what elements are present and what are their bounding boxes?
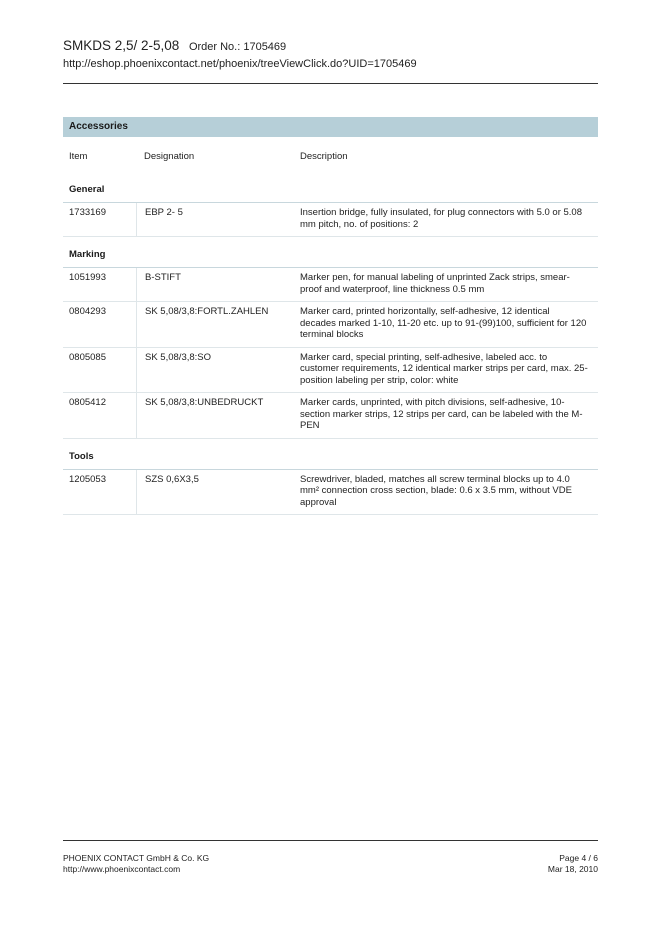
table-row [63,268,598,302]
description: Insertion bridge, fully insulated, for plug connectors with 5.0 or 5.08 mm pitch, no. of positions: 2 [300,207,582,230]
accessories-heading: Accessories [63,117,598,137]
table-row [63,348,598,394]
description: Marker card, printed horizontally, self-adhesive, 12 identical decades marked 1-10, 11-20 etc. up to 91-(99)100, sufficient for 120 terminal blocks [300,306,587,340]
item-number: 1205053 [69,473,106,485]
product-url[interactable]: http://eshop.phoenixcontact.net/phoenix/treeViewClick.do?UID=1705469 [63,58,417,70]
company-name: PHOENIX CONTACT GmbH & Co. KG [63,853,210,863]
table-row [63,203,598,237]
page-header [63,38,598,71]
designation: SK 5,08/3,8:FORTL.ZAHLEN [136,302,294,347]
footer-right [548,853,598,875]
column-header-description: Description [300,150,348,162]
column-headers [63,140,598,172]
item-number: 1051993 [69,272,106,283]
section-general: General [63,178,598,203]
designation: SK 5,08/3,8:SO [136,348,294,393]
table-row [63,302,598,348]
description: Screwdriver, bladed, matches all screw terminal blocks up to 4.0 mm² connection cross section, blade: 0.6 x 3.5 mm, without VDE approval [300,473,572,508]
table-row [63,470,598,516]
document-date: Mar 18, 2010 [547,864,598,874]
section-marking: Marking [63,243,598,268]
designation: SK 5,08/3,8:UNBEDRUCKT [136,393,294,438]
description: Marker cards, unprinted, with pitch divisions, self-adhesive, 10-section marker strips, 12 strips per card, can be labeled with the M-PEN [300,397,583,431]
designation: SZS 0,6X3,5 [136,470,294,515]
table-row [63,393,598,439]
column-header-item: Item [69,150,88,162]
item-number: 0805412 [69,397,106,408]
company-website[interactable]: http://www.phoenixcontact.com [63,864,181,874]
accessories-table [63,140,598,515]
product-title: SMKDS 2,5/ 2-5,08 [63,38,180,53]
description: Marker card, special printing, self-adhesive, labeled acc. to customer requirements, 12 identical marker strips per card, max. 25-position labeling per strip, color: white [300,351,588,386]
title-line [63,38,598,55]
item-number: 0804293 [69,306,106,317]
designation: EBP 2- 5 [136,203,294,236]
footer-left [63,853,209,875]
footer-divider [63,840,598,841]
item-number: 1733169 [69,207,106,218]
designation: B-STIFT [136,268,294,301]
order-number: Order No.: 1705469 [188,41,287,53]
header-divider [63,83,598,84]
description: Marker pen, for manual labeling of unprinted Zack strips, smear-proof and waterproof, line thickness 0.5 mm [300,272,570,295]
section-tools: Tools [63,445,598,470]
column-header-designation: Designation [144,150,195,162]
page-number: Page 4 / 6 [559,853,598,863]
item-number: 0805085 [69,351,106,363]
